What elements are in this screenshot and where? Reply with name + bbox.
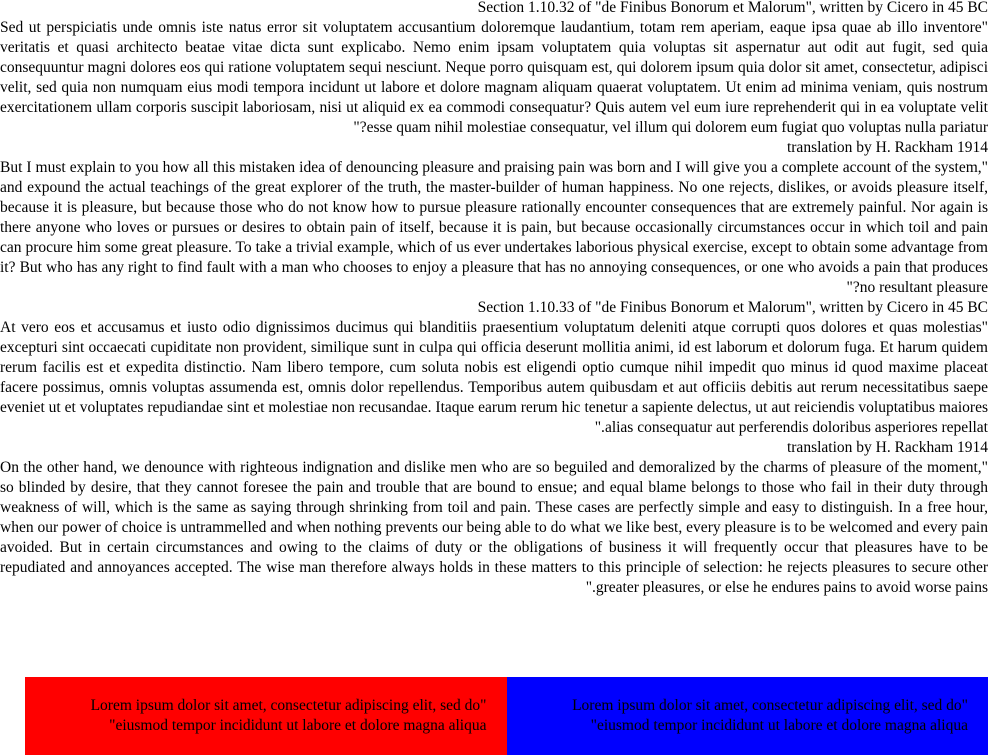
latin-paragraph: "Sed ut perspiciatis unde omnis iste natus error sit voluptatem accusantium doloremque laudantium, totam rem aperiam, eaque ipsa quae ab illo inventore veritatis et quasi architecto beatae vitae dicta sunt explicabo. Nemo enim ipsam voluptatem quia voluptas sit aspernatur aut odit aut fugit, sed quia consequuntur magni dolores eos qui ratione voluptatem sequi nesciunt. Neque porro quisquam est, qui dolorem ipsum quia dolor sit amet, consectetur, adipisci velit, sed quia non numquam eius modi tempora incidunt ut labore et dolore magnam aliquam quaerat voluptatem. Ut enim ad minima veniam, quis nostrum exercitationem ullam corporis suscipit laboriosam, nisi ut aliquid ex ea commodi consequatur? Quis autem vel eum iure reprehenderit qui in ea voluptate velit esse quam nihil molestiae consequatur, vel illum qui dolorem eum fugiat quo voluptas nulla pariatur?": [0, 19, 988, 136]
latin-paragraph: "At vero eos et accusamus et iusto odio dignissimos ducimus qui blanditiis praesentium voluptatum deleniti atque corrupti quos dolores et quas molestias excepturi sint occaecati cupiditate non provident, similique sunt in culpa qui officia deserunt mollitia animi, id est laborum et dolorum fuga. Et harum quidem rerum facilis est et expedita distinctio. Nam libero tempore, cum soluta nobis est eligendi optio cumque nihil impedit quo minus id quod maxime placeat facere possimus, omnis voluptas assumenda est, omnis dolor repellendus. Temporibus autem quibusdam et aut officiis debitis aut rerum necessitatibus saepe eveniet ut et voluptates repudiandae sint et molestiae non recusandae. Itaque earum rerum hic tenetur a sapiente delectus, ut aut reiciendis voluptatibus maiores alias consequatur aut perferendis doloribus asperiores repellat.": [0, 319, 988, 436]
translation-credit: translation by H. Rackham 1914: [786, 139, 988, 156]
section-heading: Section 1.10.33 of "de Finibus Bonorum et Malorum", written by Cicero in 45 BC: [477, 299, 988, 316]
translation-paragraph: "But I must explain to you how all this mistaken idea of denouncing pleasure and praising pain was born and I will give you a complete account of the system, and expound the actual teachings of the great explorer of the truth, the master-builder of human happiness. No one rejects, dislikes, or avoids pleasure itself, because it is pleasure, but because those who do not know how to pursue pleasure rationally encounter consequences that are extremely painful. Nor again is there anyone who loves or pursues or desires to obtain pain of itself, because it is pain, but because occasionally circumstances occur in which toil and pain can procure him some great pleasure. To take a trivial example, which of us ever undertakes laborious physical exercise, except to obtain some advantage from it? But who has any right to find fault with a man who chooses to enjoy a pleasure that has no annoying consequences, or one who avoids a pain that produces no resultant pleasure?": [0, 159, 988, 296]
red-panel: "Lorem ipsum dolor sit amet, consectetur adipiscing elit, sed do eiusmod tempor incididunt ut labore et dolore magna aliqua": [25, 677, 507, 755]
translation-credit: translation by H. Rackham 1914: [786, 439, 988, 456]
color-panels: [25, 677, 988, 755]
section-heading: Section 1.10.32 of "de Finibus Bonorum et Malorum", written by Cicero in 45 BC: [477, 0, 988, 16]
translation-paragraph: "On the other hand, we denounce with righteous indignation and dislike men who are so beguiled and demoralized by the charms of pleasure of the moment, so blinded by desire, that they cannot foresee the pain and trouble that are bound to ensue; and equal blame belongs to those who fail in their duty through weakness of will, which is the same as saying through shrinking from toil and pain. These cases are perfectly simple and easy to distinguish. In a free hour, when our power of choice is untrammelled and when nothing prevents our being able to do what we like best, every pleasure is to be welcomed and every pain avoided. But in certain circumstances and owing to the claims of duty or the obligations of business it will frequently occur that pleasures have to be repudiated and annoyances accepted. The wise man therefore always holds in these matters to this principle of selection: he rejects pleasures to secure other greater pleasures, or else he endures pains to avoid worse pains.": [0, 459, 988, 596]
blue-panel: "Lorem ipsum dolor sit amet, consectetur adipiscing elit, sed do eiusmod tempor incididunt ut labore et dolore magna aliqua": [507, 677, 989, 755]
